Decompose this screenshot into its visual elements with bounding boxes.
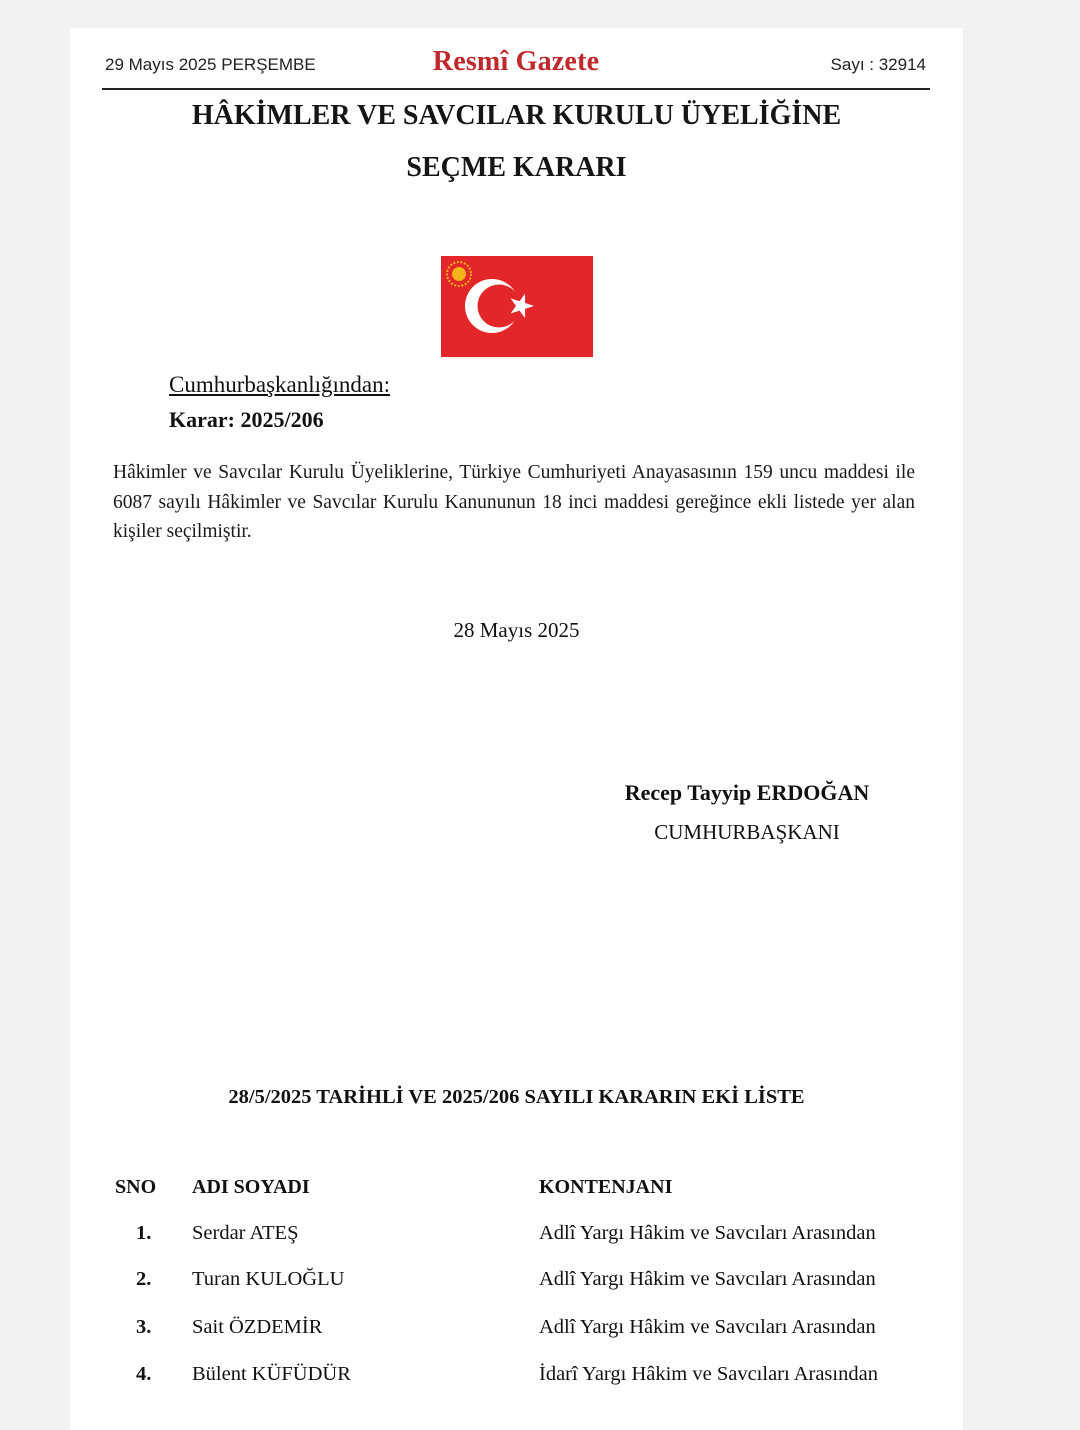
row-name: Sait ÖZDEMİR [192, 1316, 323, 1338]
list-row [70, 1363, 963, 1403]
row-name: Turan KULOĞLU [192, 1268, 345, 1290]
row-sno: 4. [136, 1363, 152, 1385]
header-date: 29 Mayıs 2025 PERŞEMBE [105, 55, 316, 74]
decision-body: Hâkimler ve Savcılar Kurulu Üyeliklerine, Türkiye Cumhuriyeti Anayasasının 159 uncu maddesi ile 6087 sayılı Hâkimler ve Savcılar Kurulu Kanununun 18 inci maddesi gereğince ekli listede yer alan kişiler seçilmiştir. [113, 462, 915, 542]
gazette-header [102, 46, 930, 90]
signer-title: CUMHURBAŞKANI [654, 820, 840, 844]
list-row [70, 1316, 963, 1356]
column-header-sno: SNO [115, 1176, 157, 1198]
row-quota: Adlî Yargı Hâkim ve Savcıları Arasından [539, 1316, 876, 1338]
gazette-page [70, 28, 963, 1430]
list-row [70, 1268, 963, 1308]
row-quota: Adlî Yargı Hâkim ve Savcıları Arasından [539, 1268, 876, 1290]
document-title-line-2: SEÇME KARARI [406, 152, 627, 183]
issue-number: Sayı : 32914 [830, 55, 926, 74]
list-row [70, 1222, 963, 1262]
annex-title: 28/5/2025 TARİHLİ VE 2025/206 SAYILI KARARIN EKİ LİSTE [228, 1086, 805, 1108]
issuing-authority: Cumhurbaşkanlığından: [169, 372, 391, 397]
gazette-title: Resmî Gazete [432, 46, 600, 77]
row-name: Serdar ATEŞ [192, 1222, 299, 1244]
decision-number: Karar: 2025/206 [169, 407, 324, 432]
document-title-line-1: HÂKİMLER VE SAVCILAR KURULU ÜYELİĞİNE [191, 100, 842, 131]
row-quota: İdarî Yargı Hâkim ve Savcıları Arasından [539, 1363, 878, 1385]
row-quota: Adlî Yargı Hâkim ve Savcıları Arasından [539, 1222, 876, 1244]
column-header-name: ADI SOYADI [192, 1176, 310, 1198]
row-name: Bülent KÜFÜDÜR [192, 1363, 351, 1385]
presidential-flag-icon [441, 256, 593, 357]
column-header-quota: KONTENJANI [539, 1176, 673, 1198]
row-sno: 2. [136, 1268, 152, 1290]
decision-date: 28 Mayıs 2025 [453, 618, 580, 642]
row-sno: 3. [136, 1316, 152, 1338]
signer-name: Recep Tayyip ERDOĞAN [624, 780, 870, 805]
row-sno: 1. [136, 1222, 152, 1244]
